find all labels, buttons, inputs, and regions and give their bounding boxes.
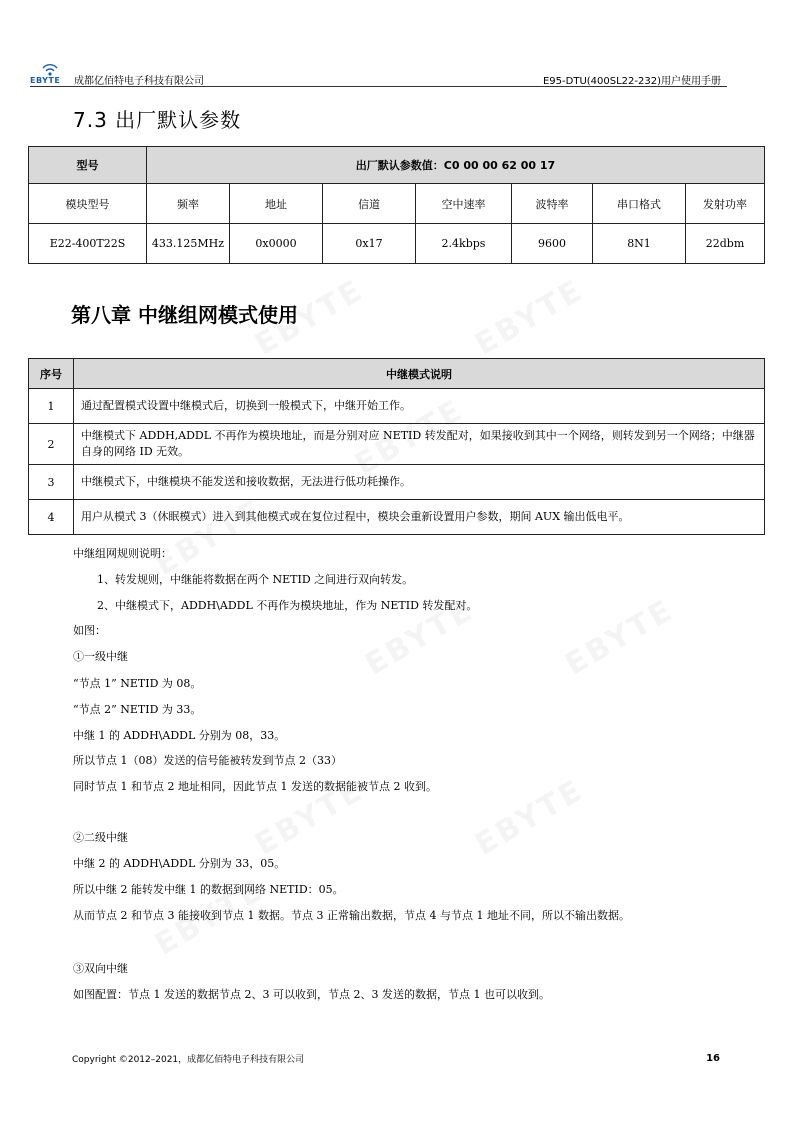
body-line: 1、转发规则，中继能将数据在两个 NETID 之间进行双向转发。 — [97, 573, 414, 586]
row-desc: 中继模式下 ADDH,ADDL 不再作为模块地址，而是分别对应 NETID 转发配对，如果接收到其中一个网络，则转发到另一个网络；中继器自身的网络 ID 无效。 — [74, 424, 765, 465]
row-no: 4 — [29, 500, 74, 535]
logo-text: EBYTE — [30, 76, 61, 85]
table-row — [29, 500, 765, 535]
row-desc: 通过配置模式设置中继模式后，切换到一般模式下，中继开始工作。 — [74, 389, 765, 424]
cell-address: 0x0000 — [230, 224, 323, 264]
body-line: 同时节点 1 和节点 2 地址相同，因此节点 1 发送的数据能被节点 2 收到。 — [73, 780, 437, 793]
body-line: ③双向中继 — [73, 962, 128, 975]
column-header: 地址 — [230, 184, 323, 224]
row-desc: 用户从模式 3（休眠模式）进入到其他模式或在复位过程中，模块会重新设置用户参数，期间 AUX 输出低电平。 — [74, 500, 765, 535]
header-company: 成都亿佰特电子科技有限公司 — [74, 76, 204, 87]
table-row — [29, 224, 765, 264]
watermark-mark — [469, 272, 590, 362]
table-row — [29, 389, 765, 424]
header-no: 序号 — [29, 359, 74, 389]
wifi-icon — [30, 63, 70, 77]
column-header: 频率 — [147, 184, 230, 224]
body-line: “节点 1” NETID 为 08。 — [73, 677, 202, 690]
cell-channel: 0x17 — [323, 224, 416, 264]
relay-mode-table — [28, 358, 765, 535]
body-line: 中继 1 的 ADDH\ADDL 分别为 08，33。 — [73, 729, 286, 742]
cell-tx-power: 22dbm — [686, 224, 765, 264]
column-header: 空中速率 — [416, 184, 512, 224]
column-header: 模块型号 — [29, 184, 147, 224]
body-line: ①一级中继 — [73, 650, 128, 663]
body-line: 如图配置：节点 1 发送的数据节点 2、3 可以收到，节点 2、3 发送的数据，节点 1 也可以收到。 — [73, 988, 550, 1001]
section-title: 7.3 出厂默认参数 — [73, 108, 242, 132]
row-no: 2 — [29, 424, 74, 465]
row-desc: 中继模式下，中继模块不能发送和接收数据，无法进行低功耗操作。 — [74, 465, 765, 500]
header-desc: 中继模式说明 — [74, 359, 765, 389]
watermark-mark — [469, 772, 590, 862]
body-line: 中继组网规则说明： — [73, 547, 172, 560]
page-number: 16 — [706, 1053, 720, 1064]
column-header: 串口格式 — [593, 184, 686, 224]
body-line: 中继 2 的 ADDH\ADDL 分别为 33，05。 — [73, 857, 286, 870]
body-line: 2、中继模式下，ADDH\ADDL 不再作为模块地址，作为 NETID 转发配对。 — [97, 599, 478, 612]
column-header: 信道 — [323, 184, 416, 224]
body-line: “节点 2” NETID 为 33。 — [73, 703, 202, 716]
body-line: 如图： — [73, 624, 106, 637]
row-no: 1 — [29, 389, 74, 424]
cell-frequency: 433.125MHz — [147, 224, 230, 264]
row-no: 3 — [29, 465, 74, 500]
table-row — [29, 465, 765, 500]
body-line: 所以节点 1（08）发送的信号能被转发到节点 2（33） — [73, 754, 342, 767]
watermark-mark — [559, 592, 680, 682]
header-divider — [30, 86, 727, 87]
cell-air-rate: 2.4kbps — [416, 224, 512, 264]
header-model: 型号 — [29, 147, 147, 184]
cell-model: E22-400T22S — [29, 224, 147, 264]
defaults-table — [28, 146, 765, 264]
cell-serial-format: 8N1 — [593, 224, 686, 264]
header-manual-title: E95-DTU(400SL22-232)用户使用手册 — [542, 76, 721, 87]
footer-copyright: Copyright ©2012–2021，成都亿佰特电子科技有限公司 — [72, 1055, 305, 1065]
body-line: ②二级中继 — [73, 831, 128, 844]
column-header: 发射功率 — [686, 184, 765, 224]
body-line: 所以中继 2 能转发中继 1 的数据到网络 NETID：05。 — [73, 883, 344, 896]
cell-baud-rate: 9600 — [512, 224, 593, 264]
chapter-title: 第八章 中继组网模式使用 — [71, 303, 298, 327]
column-headers-row — [29, 184, 765, 224]
column-header: 波特率 — [512, 184, 593, 224]
table-row — [29, 424, 765, 465]
body-line: 从而节点 2 和节点 3 能接收到节点 1 数据。节点 3 正常输出数据，节点 4 与节点 1 地址不同，所以不输出数据。 — [73, 909, 630, 922]
header-default-value: 出厂默认参数值：C0 00 00 62 00 17 — [147, 147, 765, 184]
